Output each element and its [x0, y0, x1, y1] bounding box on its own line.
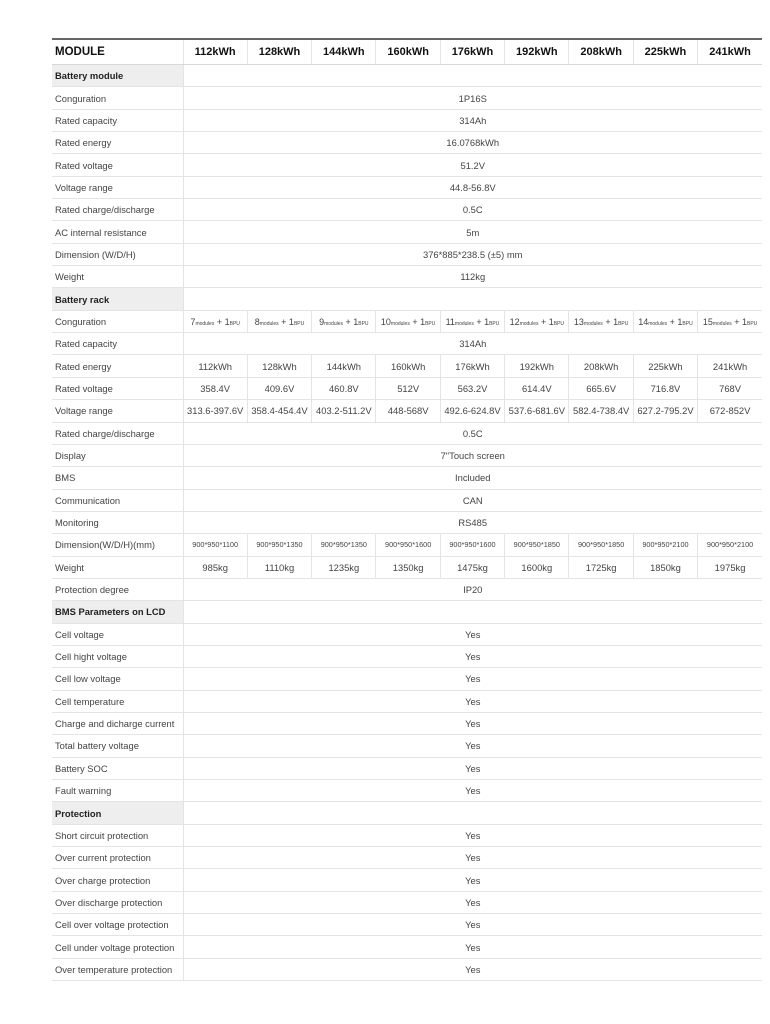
- spec-label: Over discharge protection: [52, 891, 183, 913]
- section-header-row: [52, 288, 762, 310]
- spec-label: Over temperature protection: [52, 958, 183, 980]
- spec-row: [52, 534, 762, 556]
- spec-value: 112kWh: [183, 355, 247, 377]
- spec-row: [52, 690, 762, 712]
- bpu-count: + 1: [214, 316, 230, 327]
- section-title: Battery module: [52, 65, 183, 87]
- spec-row: [52, 712, 762, 734]
- modules-unit: modules: [259, 320, 279, 327]
- spec-value: Yes: [183, 780, 762, 802]
- config-cell: [633, 310, 697, 332]
- section-header-row: [52, 601, 762, 623]
- spec-value: 460.8V: [312, 377, 376, 399]
- column-header: 160kWh: [376, 39, 440, 65]
- module-count: 14: [638, 316, 649, 327]
- spec-label: Rated charge/discharge: [52, 199, 183, 221]
- spec-value: 376*885*238.5 (±5) mm: [183, 243, 762, 265]
- spec-value: 582.4-738.4V: [569, 400, 633, 422]
- spec-label: Rated voltage: [52, 377, 183, 399]
- bpu-unit: BPU: [229, 320, 240, 327]
- bpu-unit: BPU: [682, 320, 693, 327]
- column-header: 144kWh: [312, 39, 376, 65]
- modules-unit: modules: [583, 320, 603, 327]
- spec-value: 900*950*1350: [247, 534, 311, 556]
- spec-row: [52, 310, 762, 332]
- spec-value: Yes: [183, 623, 762, 645]
- bpu-count: + 1: [278, 316, 294, 327]
- spec-value: 176kWh: [440, 355, 504, 377]
- spec-value: 512V: [376, 377, 440, 399]
- spec-value: 314Ah: [183, 333, 762, 355]
- spec-label: Monitoring: [52, 511, 183, 533]
- column-header: 176kWh: [440, 39, 504, 65]
- spec-row: [52, 467, 762, 489]
- spec-value: 7"Touch screen: [183, 444, 762, 466]
- spec-value: Yes: [183, 668, 762, 690]
- column-header: 225kWh: [633, 39, 697, 65]
- spec-row: [52, 444, 762, 466]
- spec-label: Battery SOC: [52, 757, 183, 779]
- spec-row: [52, 221, 762, 243]
- bpu-count: + 1: [602, 316, 619, 327]
- spec-value: 985kg: [183, 556, 247, 578]
- modules-unit: modules: [519, 320, 539, 327]
- spec-row: [52, 556, 762, 578]
- spec-value: 1850kg: [633, 556, 697, 578]
- config-cell: [183, 310, 247, 332]
- modules-unit: modules: [648, 320, 668, 327]
- spec-row: [52, 578, 762, 600]
- bpu-unit: BPU: [553, 320, 565, 327]
- bpu-count: + 1: [343, 316, 359, 327]
- spec-row: [52, 154, 762, 176]
- section-title: Protection: [52, 802, 183, 824]
- spec-label: Cell low voltage: [52, 668, 183, 690]
- spec-label: Short circuit protection: [52, 824, 183, 846]
- modules-unit: modules: [390, 320, 410, 327]
- spec-label: Cell voltage: [52, 623, 183, 645]
- spec-label: Rated capacity: [52, 109, 183, 131]
- spec-label: Over charge protection: [52, 869, 183, 891]
- bpu-unit: BPU: [293, 320, 305, 327]
- spec-value: 448-568V: [376, 400, 440, 422]
- section-filler: [183, 802, 762, 824]
- column-header: 128kWh: [247, 39, 311, 65]
- spec-value: 241kWh: [698, 355, 762, 377]
- module-count: 11: [445, 316, 455, 327]
- spec-value: 0.5C: [183, 199, 762, 221]
- spec-row: [52, 109, 762, 131]
- section-title: BMS Parameters on LCD: [52, 601, 183, 623]
- spec-value: 144kWh: [312, 355, 376, 377]
- spec-value: 563.2V: [440, 377, 504, 399]
- modules-unit: modules: [324, 320, 343, 327]
- spec-value: 112kg: [183, 266, 762, 288]
- spec-value: 665.6V: [569, 377, 633, 399]
- spec-label: Charge and dicharge current: [52, 712, 183, 734]
- spec-value: 1725kg: [569, 556, 633, 578]
- spec-label: Protection degree: [52, 578, 183, 600]
- spec-row: [52, 824, 762, 846]
- spec-label: Fault warning: [52, 780, 183, 802]
- module-header: MODULE: [52, 39, 183, 65]
- spec-value: 900*950*1350: [312, 534, 376, 556]
- spec-label: Rated charge/discharge: [52, 422, 183, 444]
- spec-value: 403.2-511.2V: [312, 400, 376, 422]
- spec-value: 409.6V: [247, 377, 311, 399]
- spec-row: [52, 132, 762, 154]
- spec-row: [52, 936, 762, 958]
- spec-row: [52, 176, 762, 198]
- spec-value: Yes: [183, 869, 762, 891]
- spec-value: Yes: [183, 847, 762, 869]
- spec-value: 1110kg: [247, 556, 311, 578]
- column-header: 208kWh: [569, 39, 633, 65]
- bpu-count: + 1: [731, 316, 748, 327]
- spec-row: [52, 869, 762, 891]
- spec-label: Rated energy: [52, 132, 183, 154]
- spec-value: 314Ah: [183, 109, 762, 131]
- config-cell: [698, 310, 762, 332]
- spec-value: 614.4V: [505, 377, 569, 399]
- spec-row: [52, 333, 762, 355]
- spec-table-header: [52, 39, 762, 65]
- spec-label: Cell under voltage protection: [52, 936, 183, 958]
- section-filler: [183, 601, 762, 623]
- spec-label: Rated voltage: [52, 154, 183, 176]
- spec-row: [52, 377, 762, 399]
- spec-value: 208kWh: [569, 355, 633, 377]
- spec-label: Voltage range: [52, 400, 183, 422]
- spec-value: 1600kg: [505, 556, 569, 578]
- spec-label: Conguration: [52, 310, 183, 332]
- spec-value: 627.2-795.2V: [633, 400, 697, 422]
- spec-row: [52, 847, 762, 869]
- spec-value: Yes: [183, 914, 762, 936]
- spec-value: 900*950*1850: [569, 534, 633, 556]
- module-count: 12: [509, 316, 520, 327]
- spec-value: 1350kg: [376, 556, 440, 578]
- config-cell: [312, 310, 376, 332]
- spec-value: 51.2V: [183, 154, 762, 176]
- spec-label: Total battery voltage: [52, 735, 183, 757]
- spec-row: [52, 645, 762, 667]
- spec-value: 900*950*1100: [183, 534, 247, 556]
- spec-value: Yes: [183, 712, 762, 734]
- spec-value: 900*950*2100: [633, 534, 697, 556]
- column-header: 112kWh: [183, 39, 247, 65]
- modules-unit: modules: [195, 320, 215, 327]
- module-count: 7: [190, 316, 196, 327]
- spec-label: Cell hight voltage: [52, 645, 183, 667]
- spec-value: CAN: [183, 489, 762, 511]
- spec-row: [52, 914, 762, 936]
- spec-label: Weight: [52, 266, 183, 288]
- spec-label: Voltage range: [52, 176, 183, 198]
- spec-value: 44.8-56.8V: [183, 176, 762, 198]
- column-header: 241kWh: [698, 39, 762, 65]
- modules-unit: modules: [712, 320, 732, 327]
- module-count: 13: [573, 316, 584, 327]
- spec-value: 492.6-624.8V: [440, 400, 504, 422]
- spec-row: [52, 400, 762, 422]
- spec-value: RS485: [183, 511, 762, 533]
- spec-label: Over current protection: [52, 847, 183, 869]
- spec-value: 900*950*1850: [505, 534, 569, 556]
- spec-row: [52, 735, 762, 757]
- spec-value: 0.5C: [183, 422, 762, 444]
- config-cell: [376, 310, 440, 332]
- spec-value: Yes: [183, 958, 762, 980]
- spec-value: 192kWh: [505, 355, 569, 377]
- spec-row: [52, 355, 762, 377]
- section-header-row: [52, 802, 762, 824]
- bpu-unit: BPU: [489, 320, 500, 327]
- spec-value: 900*950*1600: [440, 534, 504, 556]
- bpu-count: + 1: [538, 316, 554, 327]
- spec-value: Included: [183, 467, 762, 489]
- spec-value: 160kWh: [376, 355, 440, 377]
- spec-value: Yes: [183, 936, 762, 958]
- modules-unit: modules: [454, 320, 474, 327]
- spec-row: [52, 623, 762, 645]
- column-header: 192kWh: [505, 39, 569, 65]
- spec-label: Rated capacity: [52, 333, 183, 355]
- spec-row: [52, 199, 762, 221]
- spec-value: 1475kg: [440, 556, 504, 578]
- spec-value: 16.0768kWh: [183, 132, 762, 154]
- spec-row: [52, 243, 762, 265]
- spec-value: IP20: [183, 578, 762, 600]
- spec-row: [52, 422, 762, 444]
- spec-label: Communication: [52, 489, 183, 511]
- section-title: Battery rack: [52, 288, 183, 310]
- spec-label: AC internal resistance: [52, 221, 183, 243]
- spec-value: 900*950*1600: [376, 534, 440, 556]
- config-cell: [569, 310, 633, 332]
- header-row: [52, 39, 762, 65]
- config-cell: [247, 310, 311, 332]
- spec-value: 313.6-397.6V: [183, 400, 247, 422]
- spec-value: Yes: [183, 690, 762, 712]
- spec-value: Yes: [183, 645, 762, 667]
- spec-value: Yes: [183, 735, 762, 757]
- section-header-row: [52, 65, 762, 87]
- spec-label: Rated energy: [52, 355, 183, 377]
- bpu-unit: BPU: [747, 320, 758, 327]
- spec-label: BMS: [52, 467, 183, 489]
- section-filler: [183, 65, 762, 87]
- spec-label: Dimension (W/D/H): [52, 243, 183, 265]
- spec-label: Dimension(W/D/H)(mm): [52, 534, 183, 556]
- bpu-unit: BPU: [618, 320, 629, 327]
- spec-row: [52, 668, 762, 690]
- spec-value: 225kWh: [633, 355, 697, 377]
- module-count: 9: [319, 316, 325, 327]
- bpu-count: + 1: [409, 316, 426, 327]
- spec-value: 672-852V: [698, 400, 762, 422]
- spec-value: 1P16S: [183, 87, 762, 109]
- spec-label: Cell over voltage protection: [52, 914, 183, 936]
- spec-value: 1975kg: [698, 556, 762, 578]
- spec-value: 358.4-454.4V: [247, 400, 311, 422]
- module-count: 15: [702, 316, 713, 327]
- spec-label: Display: [52, 444, 183, 466]
- spec-value: 5m: [183, 221, 762, 243]
- config-cell: [440, 310, 504, 332]
- bpu-count: + 1: [667, 316, 683, 327]
- spec-label: Weight: [52, 556, 183, 578]
- spec-value: 716.8V: [633, 377, 697, 399]
- spec-value: 128kWh: [247, 355, 311, 377]
- spec-value: 768V: [698, 377, 762, 399]
- module-count: 10: [380, 316, 391, 327]
- section-filler: [183, 288, 762, 310]
- spec-value: Yes: [183, 891, 762, 913]
- config-cell: [505, 310, 569, 332]
- module-count: 8: [254, 316, 260, 327]
- spec-row: [52, 757, 762, 779]
- spec-table-body: [52, 65, 762, 981]
- spec-value: 1235kg: [312, 556, 376, 578]
- spec-value: 358.4V: [183, 377, 247, 399]
- spec-label: Conguration: [52, 87, 183, 109]
- bpu-unit: BPU: [425, 320, 436, 327]
- spec-value: 900*950*2100: [698, 534, 762, 556]
- spec-value: 537.6-681.6V: [505, 400, 569, 422]
- spec-row: [52, 87, 762, 109]
- spec-row: [52, 958, 762, 980]
- bpu-unit: BPU: [358, 320, 369, 327]
- spec-table: [52, 38, 762, 981]
- spec-value: Yes: [183, 757, 762, 779]
- bpu-count: + 1: [473, 316, 490, 327]
- spec-row: [52, 511, 762, 533]
- spec-row: [52, 780, 762, 802]
- spec-row: [52, 266, 762, 288]
- spec-label: Cell temperature: [52, 690, 183, 712]
- spec-row: [52, 489, 762, 511]
- spec-value: Yes: [183, 824, 762, 846]
- spec-row: [52, 891, 762, 913]
